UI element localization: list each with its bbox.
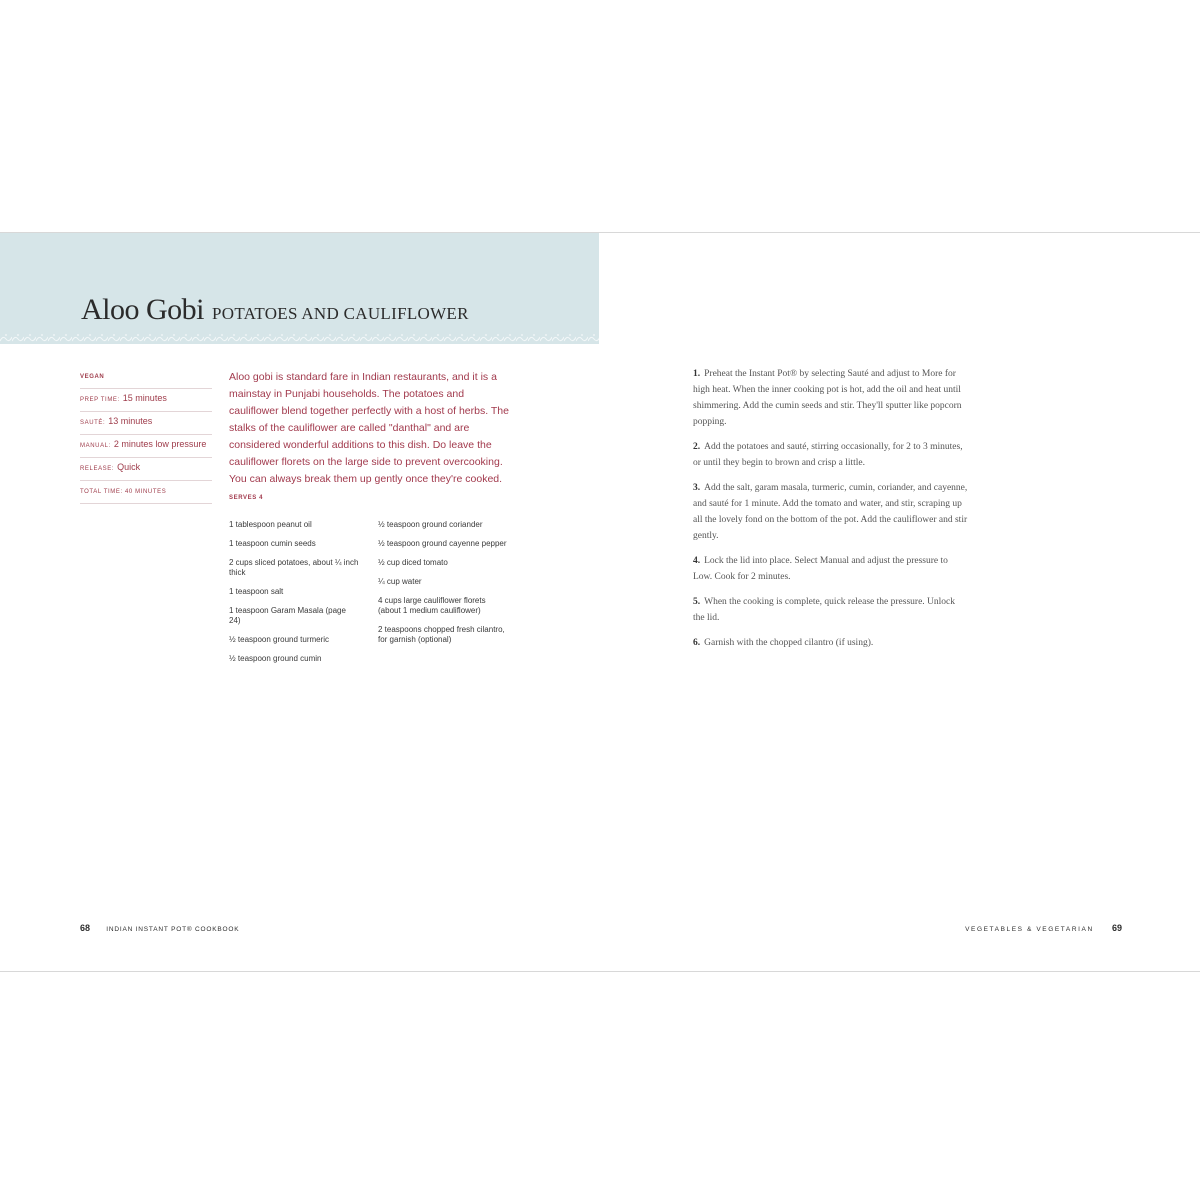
step-item xyxy=(693,439,968,471)
step-number: 6. xyxy=(693,638,701,648)
meta-label: TOTAL TIME: 40 MINUTES xyxy=(80,489,167,495)
running-head-left: INDIAN INSTANT POT® COOKBOOK xyxy=(106,926,240,933)
step-text: When the cooking is complete, quick release the pressure. Unlock the lid. xyxy=(693,597,955,623)
recipe-title xyxy=(81,293,469,327)
recipe-title-main: Aloo Gobi xyxy=(81,293,204,326)
step-number: 5. xyxy=(693,597,701,607)
list-item: ½ teaspoon ground coriander xyxy=(378,520,483,529)
intro-text: Aloo gobi is standard fare in Indian restaurants, and it is a mainstay in Punjabi households. The potatoes and cauliflower blend together perfectly with a host of herbs. The stalks of the cauliflower are called "danthal" and are considered wonderful additions to this dish. Do leave the cauliflower florets on the large side to prevent overcooking. You can always break them up gently once they're cooked. xyxy=(229,371,509,485)
list-item: ¼ cup water xyxy=(378,577,422,586)
recipe-intro xyxy=(229,369,511,507)
list-item: 1 teaspoon Garam Masala (page 24) xyxy=(229,606,346,625)
serves-count: SERVES 4 xyxy=(229,495,264,501)
step-item xyxy=(693,635,968,651)
meta-value: 15 minutes xyxy=(122,393,167,403)
list-item: ½ teaspoon ground turmeric xyxy=(229,635,330,644)
meta-label: SAUTÉ: xyxy=(80,420,106,426)
list-item: 4 cups large cauliflower florets (about 1 medium cauliflower) xyxy=(378,596,486,615)
meta-value: Quick xyxy=(117,462,141,472)
list-item: 1 tablespoon peanut oil xyxy=(229,520,312,529)
title-banner xyxy=(0,233,599,345)
footer-left xyxy=(80,923,239,933)
step-item xyxy=(693,594,968,626)
step-number: 4. xyxy=(693,556,701,566)
step-text: Lock the lid into place. Select Manual and adjust the pressure to Low. Cook for 2 minutes. xyxy=(693,556,948,582)
ingredient-list-column-1 xyxy=(229,520,359,673)
step-item xyxy=(693,366,968,430)
list-item: 2 cups sliced potatoes, about ¼ inch thick xyxy=(229,558,359,577)
list-item: 1 teaspoon salt xyxy=(229,587,284,596)
meta-label: MANUAL: xyxy=(80,443,111,449)
page-number-right: 69 xyxy=(1111,923,1122,933)
meta-value: 13 minutes xyxy=(108,416,153,426)
step-number: 3. xyxy=(693,483,701,493)
step-number: 1. xyxy=(693,369,701,379)
recipe-meta-list xyxy=(80,370,212,504)
list-item: ½ teaspoon ground cumin xyxy=(229,654,322,663)
step-text: Add the potatoes and sauté, stirring occasionally, for 2 to 3 minutes, or until they begin to brown and crisp a little. xyxy=(693,442,963,468)
instruction-steps xyxy=(693,366,968,660)
meta-label: RELEASE: xyxy=(80,466,115,472)
list-item: 1 teaspoon cumin seeds xyxy=(229,539,316,548)
meta-row-total-time xyxy=(80,481,212,504)
list-item: 2 teaspoons chopped fresh cilantro, for garnish (optional) xyxy=(378,625,505,644)
meta-label: PREP TIME: xyxy=(80,397,120,403)
meta-label: VEGAN xyxy=(80,374,105,380)
step-text: Garnish with the chopped cilantro (if using). xyxy=(704,638,874,648)
footer-right xyxy=(965,923,1122,933)
meta-row-release xyxy=(80,458,212,481)
scalloped-border-decoration xyxy=(0,331,599,345)
meta-row-manual xyxy=(80,435,212,458)
running-head-right: VEGETABLES & VEGETARIAN xyxy=(965,926,1094,933)
step-text: Add the salt, garam masala, turmeric, cumin, coriander, and cayenne, and sauté for 1 minute. Add the tomato and water, and stir, scraping up all the lovely fond on the bottom of the pot. Add the cauliflower and stir gently. xyxy=(693,483,968,541)
step-text: Preheat the Instant Pot® by selecting Sauté and adjust to More for high heat. When the inner cooking pot is hot, add the oil and heat until shimmering. Add the cumin seeds and stir. They'll sputter like popcorn popping. xyxy=(693,369,962,427)
list-item: ½ cup diced tomato xyxy=(378,558,448,567)
book-spread xyxy=(0,232,1200,972)
step-item xyxy=(693,480,968,544)
meta-row-saute xyxy=(80,412,212,435)
ingredient-list-column-2 xyxy=(378,520,508,654)
step-number: 2. xyxy=(693,442,701,452)
recipe-title-subtitle: POTATOES AND CAULIFLOWER xyxy=(212,304,469,323)
page-number-left: 68 xyxy=(80,923,91,933)
meta-row-vegan xyxy=(80,370,212,389)
step-item xyxy=(693,553,968,585)
meta-row-prep-time xyxy=(80,389,212,412)
list-item: ½ teaspoon ground cayenne pepper xyxy=(378,539,507,548)
meta-value: 2 minutes low pressure xyxy=(113,439,207,449)
